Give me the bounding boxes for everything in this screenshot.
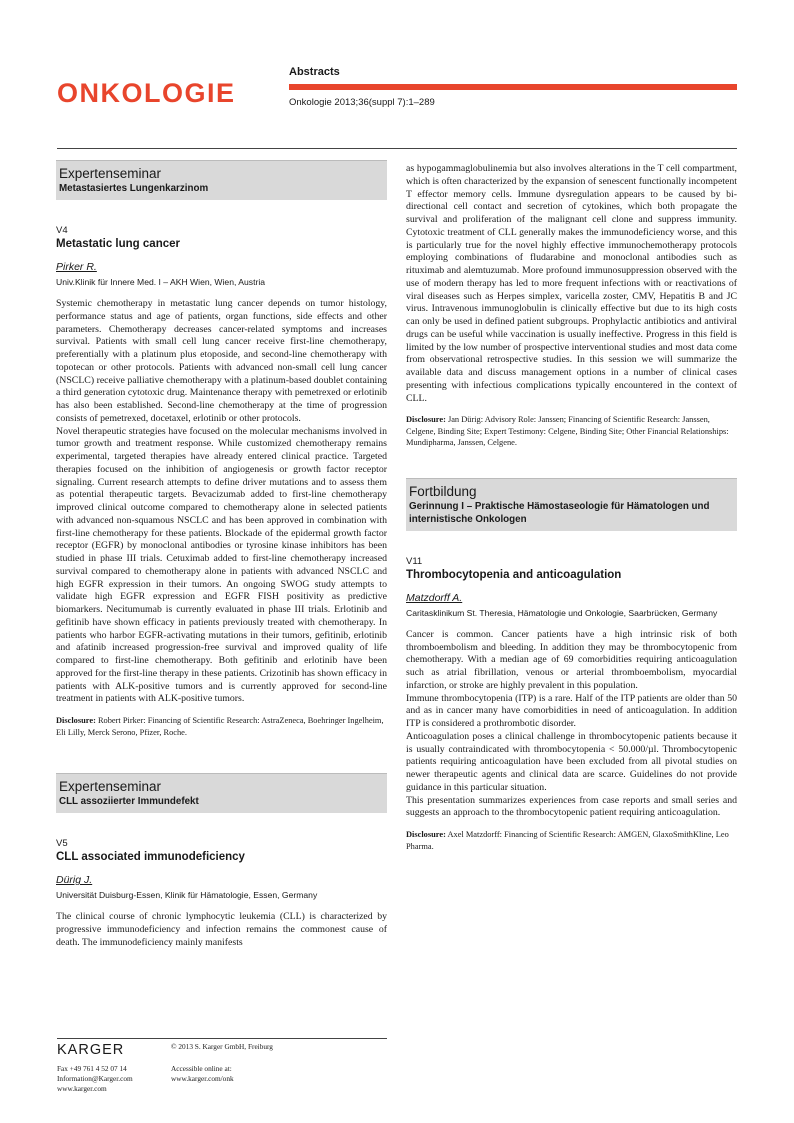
- disclosure: [406, 829, 737, 852]
- journal-logo: ONKOLOGIE: [57, 78, 236, 108]
- disclosure-label: Disclosure:: [406, 830, 446, 839]
- abstract-title: Metastatic lung cancer: [56, 238, 180, 250]
- publisher-contacts: [57, 1064, 133, 1094]
- disclosure-label: Disclosure:: [56, 716, 96, 725]
- disclosure-text: Robert Pirker: Financing of Scientific Research: AstraZeneca, Boehringer Ingelheim, Eli Lilly, Merck Serono, Pfizer, Roche.: [56, 716, 384, 737]
- abstract-paragraph: Cancer is common. Cancer patients have a high intrinsic risk of both thromboembolism and bleeding. In addition they may be thrombocytopenic from chemotherapy. With a median age of 69 comorbidities requiring anticoagulation such as atrial fibrillation, venous or arterial thromboembolism, myocardial infarction, or stroke are highly prevalent in this population.: [406, 628, 737, 691]
- abstract-paragraph: Anticoagulation poses a clinical challenge in thrombocytopenic patients because it is usually contraindicated with thrombocytopenia < 50.000/µl. Thrombocytopenic patients requiring anticoagulation have been excluded from all pivotal studies on newer therapeutic agents and clinical data are scarce. Guidelines do not provide guidance in this particular situation.: [406, 730, 737, 793]
- disclosure: [406, 414, 737, 449]
- online-access: [171, 1064, 234, 1084]
- abstract-paragraph: Immune thrombocytopenia (ITP) is a rare. Half of the ITP patients are older than 50 and as in cancer many have comorbidities in need of anticoagulation. In addition ITP is considered a prothrombotic disorder.: [406, 692, 737, 729]
- abstract-paragraph: Systemic chemotherapy in metastatic lung cancer depends on tumor histology, performance status and age of patients, organ functions, side effects and other parameters. Chemotherapy decreases cancer-related symptoms and increases survival. Patients with small cell lung cancer receive first-line chemotherapy, preferentially with a platinum plus etoposide, and second-line chemotherapy with topotecan or other protocols. Patients with advanced non-small cell lung cancer (NSCLC) receive palliative chemotherapy with a platinum-based doublet containing a third generation cytotoxic drug. Maintenance therapy with pemetrexed or erlotinib has also been established. Second-line chemotherapy at the time of progression consists of pemetrexed, docetaxel, erlotinib or other protocols.: [56, 298, 387, 424]
- abstract-body: [56, 911, 387, 949]
- publisher-logo: KARGER: [57, 1042, 125, 1058]
- section-header-expertenseminar-cll: [56, 773, 387, 813]
- abstract-affiliation: Univ.Klinik für Innere Med. I – AKH Wien, Wien, Austria: [56, 277, 266, 287]
- section-title: Expertenseminar: [59, 166, 162, 181]
- access-label: Accessible online at:: [171, 1064, 232, 1073]
- abstract-code: V11: [406, 555, 423, 567]
- disclosure: [56, 715, 387, 738]
- section-header-fortbildung: [406, 478, 737, 531]
- footer-divider: [57, 1038, 387, 1039]
- disclosure-label: Disclosure:: [406, 415, 446, 425]
- access-url-link[interactable]: www.karger.com/onk: [171, 1074, 234, 1083]
- abstract-title: CLL associated immunodeficiency: [56, 851, 245, 863]
- disclosure-text: Jan Dürig: Advisory Role: Janssen; Financing of Scientific Research: Janssen, Celgene, Binding Site; Expert Testimony: Celgene, Binding Site; Other Financial Relationships: Mundipharma, Janssen, Celgene.: [406, 415, 729, 448]
- section-subtitle: Metastasiertes Lungenkarzinom: [59, 183, 209, 194]
- disclosure-text: Axel Matzdorff: Financing of Scientific Research: AMGEN, GlaxoSmithKline, Leo Pharma.: [406, 830, 729, 851]
- abstract-body-continued: [406, 163, 737, 405]
- section-subtitle: CLL assoziierter Immundefekt: [59, 796, 199, 807]
- abstract-title: Thrombocytopenia and anticoagulation: [406, 568, 622, 581]
- section-subtitle: Gerinnung I – Praktische Hämostaseologie für Hämatologen und internistische Onkologen: [409, 500, 710, 525]
- abstract-affiliation: Universität Duisburg-Essen, Klinik für Hämatologie, Essen, Germany: [56, 890, 318, 900]
- abstract-author: Matzdorff A.: [406, 591, 463, 604]
- section-title: Fortbildung: [409, 483, 477, 499]
- section-title: Expertenseminar: [59, 779, 162, 794]
- abstract-code: V5: [56, 838, 68, 849]
- header-divider: [57, 148, 737, 149]
- section-label: Abstracts: [289, 66, 340, 78]
- copyright: © 2013 S. Karger GmbH, Freiburg: [171, 1042, 273, 1051]
- journal-citation: Onkologie 2013;36(suppl 7):1–289: [289, 97, 435, 108]
- abstract-paragraph: Novel therapeutic strategies have focused on the molecular mechanisms involved in tumor growth and treatment response. While customized chemotherapy remains experimental, targeted therapies have already entered clinical practice. Targeted therapies focused on the inhibition of angiogenesis or growth factor receptor signaling. Current research attempts to define driver mutations and to assess them as potential therapeutic targets. Bevacizumab added to first-line chemotherapy improved clinical outcome compared to chemotherapy alone in selected patients with advanced non-squamous NSCLC and has been approved in combination with first-line chemotherapy for these patients. Blockade of the epidermal growth factor receptor (EGFR) by monoclonal antibodies or tyrosine kinase inhibitors has been studied in phase III trials. Cetuximab added to first-line chemotherapy increased survival compared to chemotherapy alone in patients with advanced NSCLC and high EGFR expression in their tumors. An ongoing SWOG study attempts to validate high EGFR expression and EGFR FISH positivity as predictive biomarkers. Necitumumab is currently evaluated in phase III trials. Erlotinib and gefitinib have shown efficacy in patients previously treated with chemotherapy. In patients who harbor EGFR-activating mutations in their tumors, gefitinib, erlotinib and afatinib increased progression-free survival and improved quality of life compared to first-line chemotherapy. Both gefitinib and erlotinib have been approved for the first-line therapy in these patients. Crizotinib has shown efficacy in patients with ALK-positive tumors and is currently approved for second-line treatment in patients with ALK-positive tumors.: [56, 425, 387, 705]
- fax: Fax +49 761 4 52 07 14: [57, 1064, 127, 1073]
- abstract-paragraph: as hypogammaglobulinemia but also involves alterations in the T cell compartment, which is often characterized by the expansion of senescent functionally incompetent T effector memory cells. Immune dysregulation appears to be caused by bi-directional cell contact and secretion of cytokines, which both propagate the survival and proliferation of the malignant cell clone and suppress immunity. Cytotoxic treatment of CLL generally makes the immunodeficiency worse, and this is particularly true for the novel highly effective immunochemotherapy protocols employing combinations of fludarabine and monoclonal antibodies such as rituximab and alemtuzumab. More profound immunosuppression observed with the use of modern therapy has led to more frequent infections with or reactivations of viral diseases such as Herpes simplex, varicella zoster, CMV, Hepatitis B and JC virus. Intravenous immunoglobulin is clinically effective but due to its high costs can only be used in defined patient subgroups. Prophylactic antibiotics and antiviral drugs can be useful while vaccination is usually ineffective. Progress in this field is limited by the low number of prospective interventional studies and most data come from observational retrospective studies. In this session we will summarize the available data and discuss management options in a number of clinical cases presenting with infectious complications typically encountered in the context of CLL.: [406, 163, 737, 404]
- website-link[interactable]: www.karger.com: [57, 1084, 107, 1093]
- abstract-code: V4: [56, 225, 68, 236]
- right-column: [406, 163, 737, 852]
- abstract-author: Pirker R.: [56, 261, 97, 273]
- abstract-body: [406, 629, 737, 820]
- left-column: [56, 160, 387, 949]
- abstract-paragraph: This presentation summarizes experiences from case reports and small series and suggests an approach to the thrombocytopenic patient requiring anticoagulation.: [406, 794, 737, 819]
- email-link[interactable]: Information@Karger.com: [57, 1074, 133, 1083]
- section-header-expertenseminar-lung: [56, 160, 387, 200]
- abstract-paragraph: The clinical course of chronic lymphocytic leukemia (CLL) is characterized by progressive immunodeficiency and infection remains the commonest cause of death. The immunodeficiency mainly manifests: [56, 911, 387, 948]
- abstract-affiliation: Caritasklinikum St. Theresia, Hämatologie und Onkologie, Saarbrücken, Germany: [406, 607, 718, 618]
- abstract-body: [56, 298, 387, 706]
- header-accent-bar: [289, 84, 737, 90]
- abstract-author: Dürig J.: [56, 874, 93, 886]
